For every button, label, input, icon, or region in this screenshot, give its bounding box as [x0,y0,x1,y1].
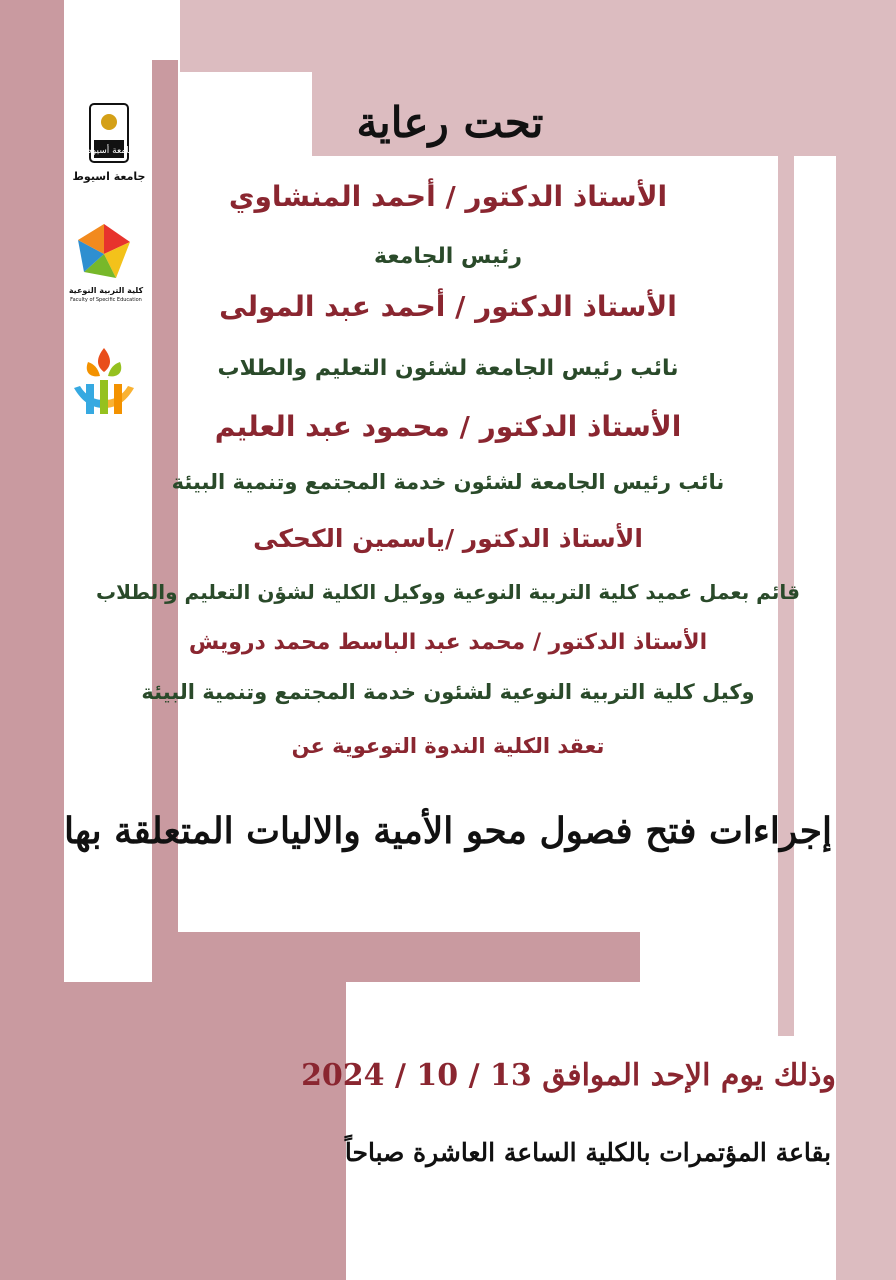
frame-bottom-white [178,860,640,932]
frame-bottom-left [64,982,346,1280]
university-logo [84,100,134,166]
svg-text:جامعة أسيوط: جامعة أسيوط [84,146,134,156]
university-label: جامعة اسيوط [72,170,146,183]
footer-date: وذلك يوم الإحد الموافق 13 / 10 / 2024 [301,1058,836,1093]
patron-1-role: رئيس الجامعة [374,244,522,269]
patron-4-name: الأستاذ الدكتور /ياسمين الكحكى [253,524,643,553]
patron-5-role: وكيل كلية التربية النوعية لشئون خدمة المجتمع وتنمية البيئة [141,680,755,704]
seminar-title: إجراءات فتح فصول محو الأمية والاليات المتعلقة بها [64,810,832,852]
footer-location: بقاعة المؤتمرات بالكلية الساعة العاشرة صباحاً [344,1138,832,1167]
intro-text: تعقد الكلية الندوة التوعوية عن [291,734,605,758]
patron-2-role: نائب رئيس الجامعة لشئون التعليم والطلاب [217,356,679,381]
faculty-label-en: Faculty of Specific Education [70,297,142,303]
faculty-label-ar: كلية التربية النوعية [68,286,144,295]
heading: تحت رعاية [356,98,544,147]
patron-3-name: الأستاذ الدكتور / محمود عبد العليم [214,410,682,443]
patron-5-name: الأستاذ الدكتور / محمد عبد الباسط محمد درويش [188,630,708,655]
patron-1-name: الأستاذ الدكتور / أحمد المنشاوي [228,180,668,213]
patron-3-role: نائب رئيس الجامعة لشئون خدمة المجتمع وتنمية البيئة [171,470,725,494]
frame-top-right-bar [180,0,896,72]
university-seal-icon [84,100,134,166]
patron-2-name: الأستاذ الدكتور / أحمد عبد المولى [219,290,677,323]
patron-4-role: قائم بعمل عميد كلية التربية النوعية ووكيل الكلية لشؤن التعليم والطلاب [96,580,800,604]
